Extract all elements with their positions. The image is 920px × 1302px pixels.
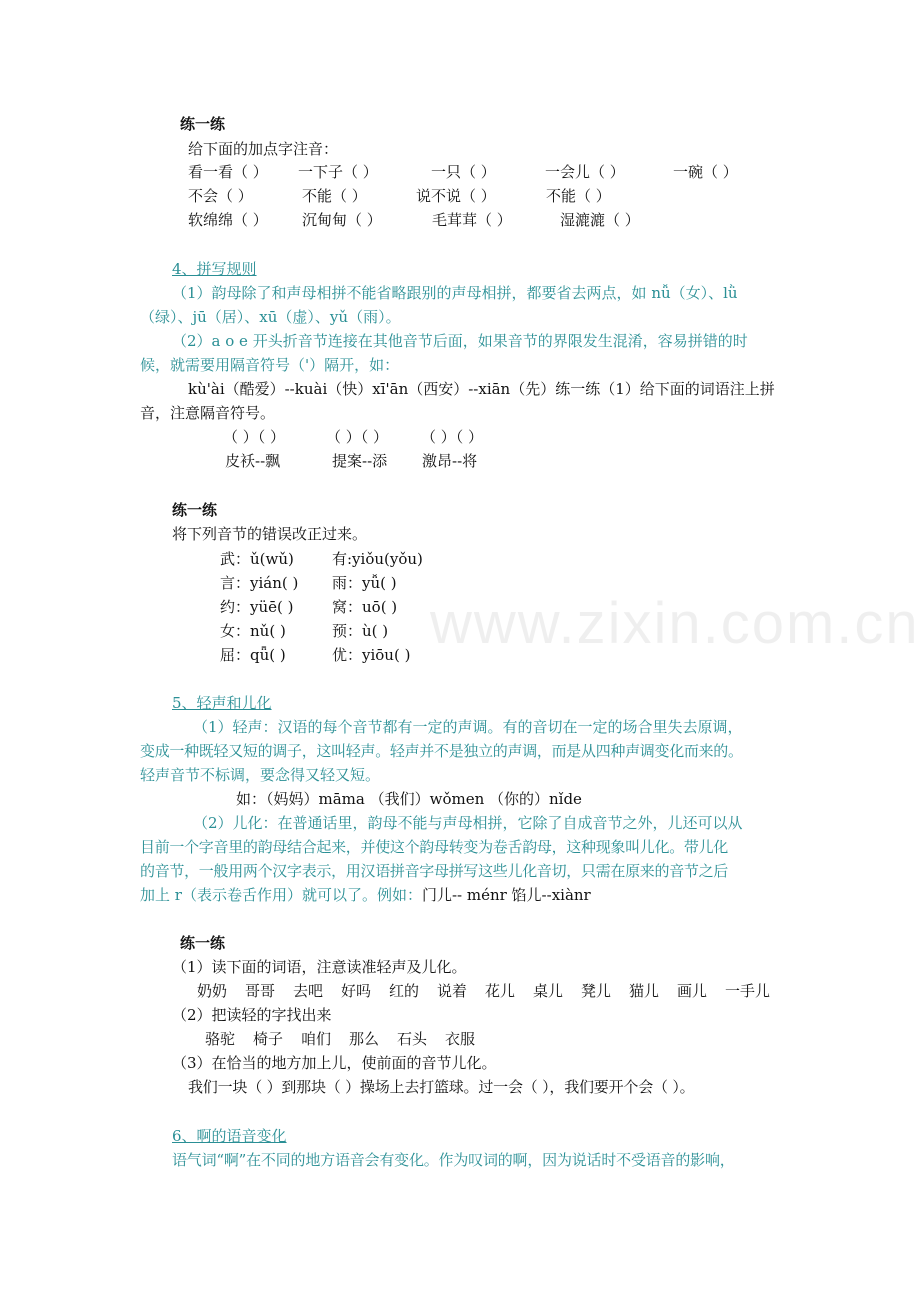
word-list <box>205 1029 475 1049</box>
word-item: 一手儿 <box>725 982 771 1000</box>
paragraph-teal: 加上 r（表示卷舌作用）就可以了。例如： <box>140 886 422 904</box>
word-item: 骆驼 <box>205 1030 236 1048</box>
word-item: 说着 <box>437 982 468 1000</box>
exercise-title: 练一练 <box>180 115 226 133</box>
word-item: 画儿 <box>677 982 708 1000</box>
correction-item: 屈：qǖ( ) <box>220 646 286 664</box>
blank-item: 不能（ ） <box>546 187 611 205</box>
paragraph: 音，注意隔音符号。 <box>140 404 276 422</box>
word-item: 提案--添 <box>332 452 388 470</box>
exercise-title: 练一练 <box>180 934 226 952</box>
correction-row <box>220 549 423 569</box>
fill-sentence: 我们一块（ ）到那块（ ）操场上去打篮球。过一会（ ），我们要开个会（ ）。 <box>188 1078 695 1096</box>
paragraph: 的音节，一般用两个汉字表示，用汉语拼音字母拼写这些儿化音切，只需在原来的音节之后 <box>140 862 729 880</box>
word-item: 猫儿 <box>629 982 660 1000</box>
blank-item: （ ）（ ） <box>223 428 286 446</box>
question: （2）把读轻的字找出来 <box>172 1006 332 1024</box>
correction-row <box>220 597 397 617</box>
word-item: 花儿 <box>485 982 516 1000</box>
exercise-title: 练一练 <box>172 501 218 519</box>
correction-item: 有:yiǒu(yǒu) <box>332 550 423 568</box>
word-item: 椅子 <box>253 1030 284 1048</box>
blank-item: 看一看（ ） <box>188 163 268 181</box>
paragraph: （1）轻声：汉语的每个音节都有一定的声调。有的音切在一定的场合里失去原调， <box>193 718 743 736</box>
correction-item: 女：nǔ( ) <box>220 622 286 640</box>
word-item: 咱们 <box>301 1030 332 1048</box>
correction-item: 言：yián( ) <box>220 574 299 592</box>
exercise-row <box>188 162 738 182</box>
word-row <box>225 451 477 471</box>
word-item: 激昂--将 <box>422 452 478 470</box>
word-item: 红的 <box>389 982 420 1000</box>
blank-item: 一会儿（ ） <box>545 163 625 181</box>
watermark: www.zixin.com.cn <box>430 591 920 656</box>
section-heading: 6、啊的语音变化 <box>172 1127 287 1145</box>
correction-item: 预：ù( ) <box>332 622 389 640</box>
blank-item: （ ）（ ） <box>326 428 389 446</box>
instruction: 将下列音节的错误改正过来。 <box>172 525 368 543</box>
blank-item: 一碗（ ） <box>673 163 738 181</box>
paragraph-example: 门儿-- ménr 馅儿--xiànr <box>421 886 591 904</box>
blank-item: 不会（ ） <box>188 187 253 205</box>
blank-item: 沉甸甸（ ） <box>302 211 382 229</box>
correction-item: 武：ǔ(wǔ) <box>220 550 294 568</box>
correction-row <box>220 621 388 641</box>
word-item: 去吧 <box>293 982 324 1000</box>
blank-item: 说不说（ ） <box>416 187 496 205</box>
blank-item: （ ）（ ） <box>421 428 484 446</box>
word-item: 凳儿 <box>581 982 612 1000</box>
blank-row <box>223 427 483 447</box>
blank-item: 湿漉漉（ ） <box>560 211 640 229</box>
paragraph: 目前一个字音里的韵母结合起来，并使这个韵母转变为卷舌韵母，这种现象叫儿化。带儿化 <box>140 838 729 856</box>
question: （3）在恰当的地方加上儿，使前面的音节儿化。 <box>172 1054 497 1072</box>
correction-item: 优：yiōu( ) <box>332 646 411 664</box>
question: （1）读下面的词语，注意读准轻声及儿化。 <box>172 958 467 976</box>
blank-item: 一只（ ） <box>431 163 496 181</box>
word-item: 衣服 <box>445 1030 476 1048</box>
blank-item: 软绵绵（ ） <box>188 211 268 229</box>
blank-item: 一下子（ ） <box>298 163 378 181</box>
word-item: 奶奶 <box>197 982 228 1000</box>
section-heading: 4、拼写规则 <box>172 260 257 278</box>
word-item: 桌儿 <box>533 982 564 1000</box>
word-item: 石头 <box>397 1030 428 1048</box>
word-item: 哥哥 <box>245 982 276 1000</box>
paragraph: （2）a o e 开头折音节连接在其他音节后面，如果音节的界限发生混淆，容易拼错的时 <box>172 332 748 350</box>
exercise-row <box>188 210 640 230</box>
paragraph: 变成一种既轻又短的调子，这叫轻声。轻声并不是独立的声调，而是从四种声调变化而来的。 <box>140 742 743 760</box>
correction-item: 窝：uō( ) <box>332 598 398 616</box>
paragraph: （绿）、jū（居）、xū（虚）、yǔ（雨）。 <box>140 308 401 326</box>
paragraph: 语气词“啊”在不同的地方语音会有变化。作为叹词的啊，因为说话时不受语音的影响， <box>172 1151 735 1169</box>
paragraph: （1）韵母除了和声母相拼不能省略跟别的声母相拼，都要省去两点，如 nǚ（女）、lǜ <box>172 284 738 302</box>
paragraph: 候，就需要用隔音符号（'）隔开，如： <box>140 356 400 374</box>
exercise-row <box>188 186 611 206</box>
correction-item: 雨：yǚ( ) <box>332 574 397 592</box>
correction-row <box>220 573 397 593</box>
blank-item: 不能（ ） <box>302 187 367 205</box>
section-heading: 5、轻声和儿化 <box>172 694 272 712</box>
blank-item: 毛茸茸（ ） <box>432 211 512 229</box>
word-item: 好吗 <box>341 982 372 1000</box>
correction-item: 约：yüē( ) <box>220 598 294 616</box>
word-list <box>197 981 770 1001</box>
paragraph: 轻声音节不标调，要念得又轻又短。 <box>140 766 381 784</box>
paragraph: （2）儿化：在普通话里，韵母不能与声母相拼，它除了自成音节之外，儿还可以从 <box>193 814 743 832</box>
instruction: 给下面的加点字注音： <box>188 140 339 158</box>
correction-row <box>220 645 410 665</box>
paragraph <box>140 885 591 905</box>
paragraph: kù'ài（酷爱）--kuài（快）xī'ān（西安）--xiān（先）练一练（1）给下面的词语注上拼 <box>188 380 775 398</box>
word-item: 皮袄--飘 <box>225 452 281 470</box>
example-line: 如：（妈妈）māma （我们）wǒmen （你的）nǐde <box>236 790 582 808</box>
word-item: 那么 <box>349 1030 380 1048</box>
